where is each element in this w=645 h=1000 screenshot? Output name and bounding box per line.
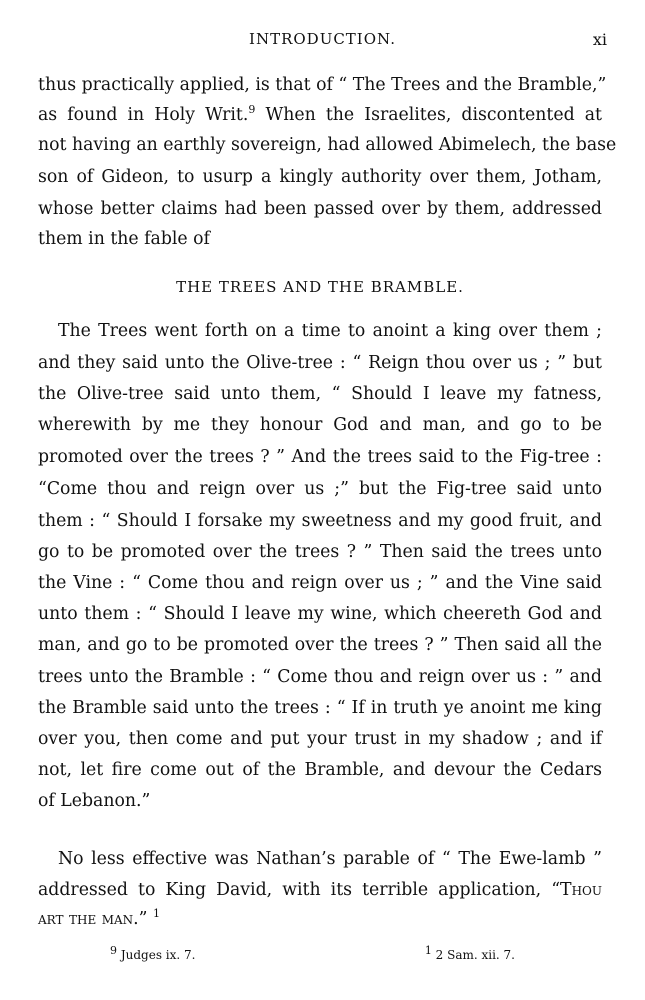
text-line: over you, then come and put your trust in my shadow ; and if bbox=[38, 729, 602, 749]
footnote bbox=[425, 945, 515, 965]
text-line: the Olive-tree said unto them, “ Should I leave my fatness, bbox=[38, 384, 602, 404]
footnote-ref: 9 bbox=[248, 103, 256, 117]
small-caps-text: art the man. bbox=[38, 909, 139, 929]
text-line: “Come thou and reign over us ;” but the Fig-tree said unto bbox=[38, 479, 602, 499]
text-line: whose better claims had been passed over by them, addressed bbox=[38, 199, 602, 219]
text-line: thus practically applied, is that of “ The Trees and the Bramble,” bbox=[38, 75, 607, 95]
text-segment: When the Israelites, discontented at bbox=[255, 105, 602, 125]
text-line: the Vine : “ Come thou and reign over us ; ” and the Vine said bbox=[38, 573, 602, 593]
footnote-ref: 1 bbox=[152, 907, 160, 921]
text-line: and they said unto the Olive-tree : “ Reign thou over us ; ” but bbox=[38, 353, 602, 373]
page-number: xi bbox=[592, 30, 607, 49]
footnote-marker: 9 bbox=[110, 944, 117, 957]
text-line: unto them : “ Should I leave my wine, which cheereth God and bbox=[38, 604, 602, 624]
text-line: the Bramble said unto the trees : “ If in truth ye anoint me king bbox=[38, 698, 602, 718]
running-header bbox=[38, 30, 607, 54]
text-line: go to be promoted over the trees ? ” Then said the trees unto bbox=[38, 542, 602, 562]
text-line: them in the fable of bbox=[38, 229, 210, 249]
text-segment: ” bbox=[138, 909, 153, 929]
text-line: them : “ Should I forsake my sweetness and my good fruit, and bbox=[38, 511, 602, 531]
footnote-text: Judges ix. 7. bbox=[117, 948, 196, 962]
header-title: INTRODUCTION. bbox=[249, 30, 396, 48]
footnote bbox=[110, 945, 195, 965]
text-line: man, and go to be promoted over the trees ? ” Then said all the bbox=[38, 635, 602, 655]
text-line: son of Gideon, to usurp a kingly authority over them, Jotham, bbox=[38, 167, 602, 187]
text-line: not, let fire come out of the Bramble, and devour the Cedars bbox=[38, 760, 602, 780]
text-segment: addressed to King David, with its terrible application, “ bbox=[38, 880, 561, 900]
text-line: promoted over the trees ? ” And the trees said to the Fig-tree : bbox=[38, 447, 602, 467]
text-line: No less effective was Nathan’s parable of “ The Ewe-lamb ” bbox=[58, 849, 602, 869]
text-line: trees unto the Bramble : “ Come thou and reign over us : ” and bbox=[38, 667, 602, 687]
text-line: not having an earthly sovereign, had allowed Abimelech, the base bbox=[38, 135, 617, 155]
small-caps-text: Thou bbox=[560, 880, 602, 900]
text-line bbox=[38, 902, 602, 936]
fable-title: THE TREES AND THE BRAMBLE. bbox=[176, 278, 464, 296]
text-segment: as found in Holy Writ. bbox=[38, 105, 249, 125]
text-line: of Lebanon.” bbox=[38, 791, 151, 811]
footnote-marker: 1 bbox=[424, 944, 432, 957]
footnote-text: 2 Sam. xii. 7. bbox=[431, 948, 515, 962]
text-line: wherewith by me they honour God and man, and go to be bbox=[38, 415, 602, 435]
text-line: The Trees went forth on a time to anoint a king over them ; bbox=[58, 321, 602, 341]
text-line bbox=[38, 98, 602, 132]
